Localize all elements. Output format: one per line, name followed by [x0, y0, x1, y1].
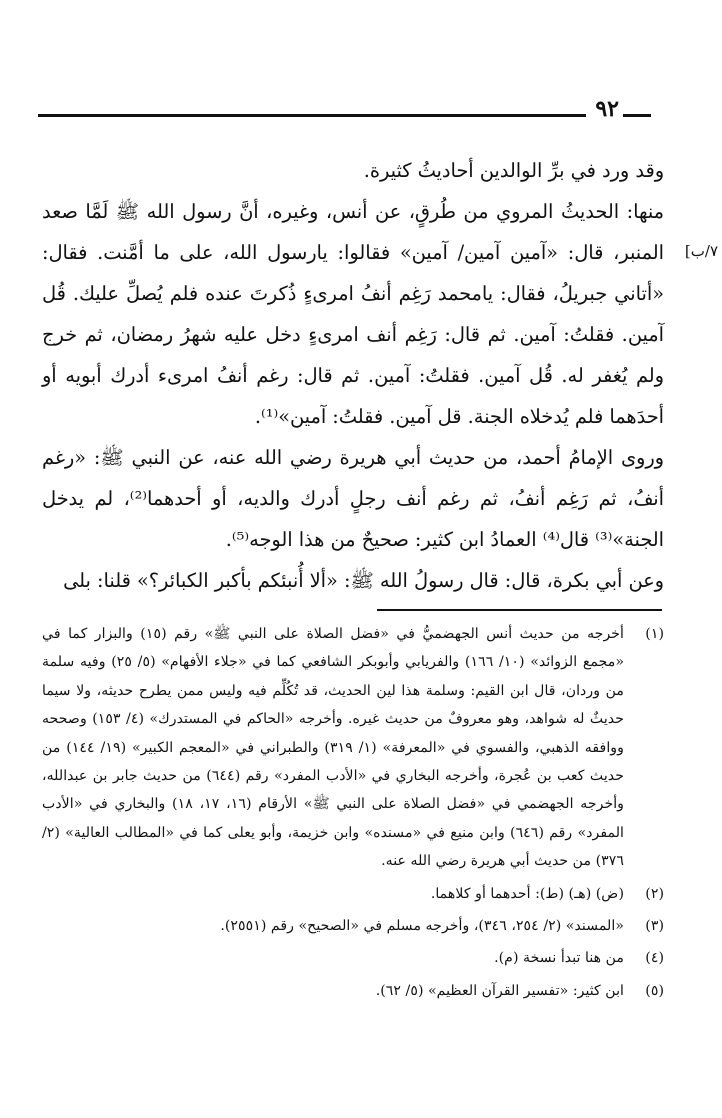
- footnote-text: أخرجه من حديث أنس الجهضميُّ في «فضل الصلاة على النبي ﷺ» رقم (١٥) والبزار كما في «مجمع الزوائد» (١٠/ ١٦٦) والفريابي وأبوبكر الشافعي كما في «جلاء الأفهام» (٥/ ٢٥) وفيه سلمة من وردان، قال ابن القيم: وسلمة هذا لين الحديث، قد تُكُلِّم فيه وليس ممن يطرح حديثه، ولا سيما حديثٌ له شواهد، وهو معروفٌ من حديث غيره. وأخرجه «الحاكم في المستدرك» (٤/ ١٥٣) وصححه ووافقه الذهبي، والفسوي في «المعرفة» (١/ ٣١٩) والطبراني في «المعجم الكبير» (١٩/ ١٤٤) من حديث كعب بن عُجرة، وأخرجه البخاري في «الأدب المفرد» رقم (٦٤٤) من حديث جابر بن عبدالله، وأخرجه الجهضمي في «فضل الصلاة على النبي ﷺ» الأرقام (١٦، ١٧، ١٨) والبخاري في «الأدب المفرد» رقم (٦٤٦) وابن منيع في «مسنده» وابن خزيمة، وأبو يعلى كما في «المطالب العالية» (٢/ ٣٧٦) من حديث أبي هريرة رضي الله عنه.: [42, 626, 625, 870]
- footnote: [42, 977, 664, 1005]
- footnote-number: (٣): [645, 918, 664, 935]
- footnote: [42, 912, 664, 940]
- footnote: [42, 880, 664, 908]
- manuscript-folio-marker: ٧/ب]: [684, 242, 718, 260]
- footnote-number: (٤): [645, 950, 664, 967]
- page-header: [38, 94, 651, 124]
- header-rule: [38, 114, 586, 117]
- footnote-text: من هنا تبدأ نسخة (م).: [494, 950, 624, 967]
- footnote-text: (ض) (هـ) (ط): أحدهما أو كلاهما.: [430, 885, 624, 902]
- footnotes: [42, 620, 664, 1009]
- page-number: ٩٢: [595, 96, 619, 122]
- header-rule-short: [623, 114, 651, 117]
- paragraph: وقد ورد في برِّ الوالدين أحاديثُ كثيرة.: [363, 159, 664, 182]
- footnote: [42, 620, 664, 876]
- footnote: [42, 944, 664, 972]
- footnote-text: ابن كثير: «تفسير القرآن العظيم» (٥/ ٦٢).: [375, 982, 624, 999]
- paragraph: منها: الحديثُ المروي من طُرقٍ، عن أنس، وغيره، أنَّ رسول الله ﷺ لَمَّا صعد المنبر، قال: «آمين آمين/ آمين» فقالوا: يارسول الله، على ما أمَّنت. فقال: «أتاني جبريلُ، فقال: يامحمد رَغِم أنفُ امرىءٍ ذُكرتَ عنده فلم يُصلِّ عليك. قُل آمين. فقلتُ: آمين. ثم قال: رَغِم أنف امرىءٍ دخل عليه شهرُ رمضان، ثم خرج ولم يُغفر له. قُل آمين. فقلتُ: آمين. ثم قال: رغم أنفُ امرىء أدرك أبويه أو أحدَهما فلم يُدخلاه الجنة. قل آمين. فقلتُ: آمين»⁽¹⁾.: [42, 200, 664, 428]
- footnote-number: (١): [645, 626, 664, 642]
- footnote-text: «المسند» (٢/ ٢٥٤، ٣٤٦)، وأخرجه مسلم في «الصحيح» رقم (٢٥٥١).: [220, 918, 624, 935]
- footnote-number: (٢): [645, 885, 664, 902]
- paragraph: وروى الإمامُ أحمد، من حديث أبي هريرة رضي الله عنه، عن النبي ﷺ: «رغم أنفُ، ثم رَغِم أنفُ، ثم رغم أنف رجلٍ أدرك والديه، أو أحدهما⁽²⁾، لم يدخل الجنة»⁽³⁾ قال⁽⁴⁾ العمادُ ابن كثير: صحيحٌ من هذا الوجه⁽⁵⁾.: [42, 446, 665, 551]
- main-text: [42, 150, 664, 601]
- footnote-separator: [377, 609, 662, 611]
- footnote-number: (٥): [645, 982, 664, 999]
- paragraph: وعن أبي بكرة، قال: قال رسولُ الله ﷺ: «ألا أُنبئكم بأكبر الكبائر؟» قلنا: بلى: [63, 569, 664, 592]
